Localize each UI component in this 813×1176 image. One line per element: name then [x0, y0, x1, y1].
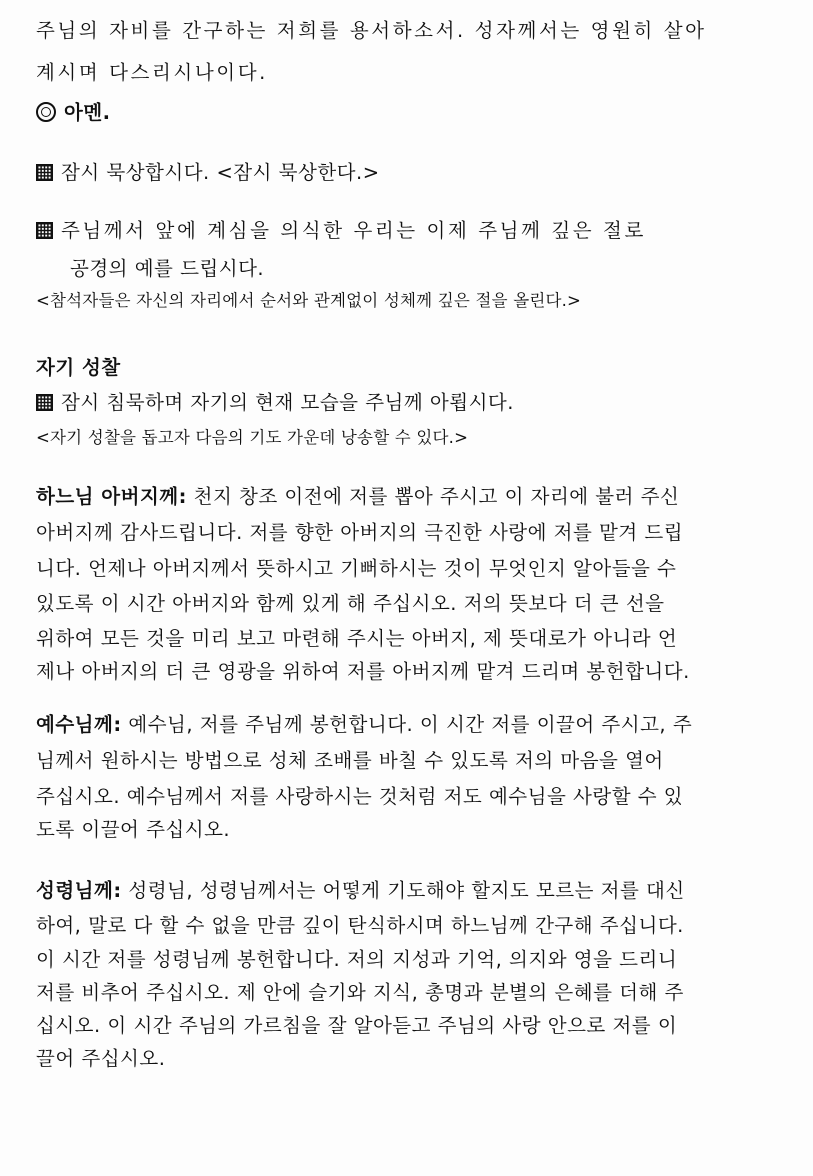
prayer-line: 끌어 주십시오.: [36, 1047, 166, 1070]
prayer-line: [36, 712, 692, 738]
prayer-line: [36, 484, 679, 510]
grid-square-icon: [36, 394, 53, 411]
rubric-line: [36, 160, 380, 186]
double-circle-icon: [36, 102, 56, 122]
grid-square-icon: [36, 222, 53, 239]
section-title: 자기 성찰: [36, 356, 121, 379]
prayer-line: 있도록 이 시간 아버지와 함께 있게 해 주십시오. 저의 뜻보다 더 큰 선을: [36, 592, 665, 615]
response-line: [36, 100, 111, 126]
prayer-line: 아버지께 감사드립니다. 저를 향한 아버지의 극진한 사랑에 저를 맡겨 드립: [36, 521, 684, 544]
prayer-line: 위하여 모든 것을 미리 보고 마련해 주시는 아버지, 제 뜻대로가 아니라 언: [36, 627, 678, 650]
prayer-line: 님께서 원하시는 방법으로 성체 조배를 바칠 수 있도록 저의 마음을 열어: [36, 749, 664, 772]
text-line: 공경의 예를 드립시다.: [70, 257, 265, 280]
text-line: 계시며 다스리시나이다.: [36, 61, 268, 84]
rubric-text: 잠시 묵상합시다. <잠시 묵상한다.>: [61, 161, 380, 184]
rubric-text: 잠시 침묵하며 자기의 현재 모습을 주님께 아룁시다.: [61, 391, 514, 414]
instruction-line: <자기 성찰을 돕고자 다음의 기도 가운데 낭송할 수 있다.>: [36, 428, 469, 447]
prayer-line: 이 시간 저를 성령님께 봉헌합니다. 저의 지성과 기억, 의지와 영을 드리니: [36, 948, 678, 971]
text-line: 주님의 자비를 간구하는 저희를 용서하소서. 성자께서는 영원히 살아: [36, 19, 707, 42]
rubric-line: [36, 390, 514, 416]
prayer-line: 제나 아버지의 더 큰 영광을 위하여 저를 아버지께 맡겨 드리며 봉헌합니다.: [36, 660, 690, 683]
response-text: 아멘.: [64, 101, 111, 124]
prayer-label: 하느님 아버지께:: [36, 485, 187, 508]
prayer-text: 천지 창조 이전에 저를 뽑아 주시고 이 자리에 불러 주신: [193, 485, 680, 508]
prayer-text: 예수님, 저를 주님께 봉헌합니다. 이 시간 저를 이끌어 주시고, 주: [128, 713, 693, 736]
prayer-text: 성령님, 성령님께서는 어떻게 기도해야 할지도 모르는 저를 대신: [128, 879, 685, 902]
prayer-label: 성령님께:: [36, 879, 122, 902]
rubric-text: 주님께서 앞에 계심을 의식한 우리는 이제 주님께 깊은 절로: [61, 219, 646, 242]
prayer-line: 저를 비추어 주십시오. 제 안에 슬기와 지식, 총명과 분별의 은혜를 더해 주: [36, 981, 684, 1004]
prayer-line: 니다. 언제나 아버지께서 뜻하시고 기뻐하시는 것이 무엇인지 알아들을 수: [36, 557, 677, 580]
instruction-line: <참석자들은 자신의 자리에서 순서와 관계없이 성체께 깊은 절을 올린다.>: [36, 291, 582, 310]
prayer-line: 십시오. 이 시간 주님의 가르침을 잘 알아듣고 주님의 사랑 안으로 저를 이: [36, 1014, 678, 1037]
prayer-label: 예수님께:: [36, 713, 122, 736]
prayer-line: 하여, 말로 다 할 수 없을 만큼 깊이 탄식하시며 하느님께 간구해 주십니다.: [36, 914, 684, 937]
prayer-line: 주십시오. 예수님께서 저를 사랑하시는 것처럼 저도 예수님을 사랑할 수 있: [36, 785, 684, 808]
prayer-line: [36, 878, 685, 904]
grid-square-icon: [36, 164, 53, 181]
prayer-line: 도록 이끌어 주십시오.: [36, 818, 231, 841]
rubric-line: [36, 218, 646, 244]
